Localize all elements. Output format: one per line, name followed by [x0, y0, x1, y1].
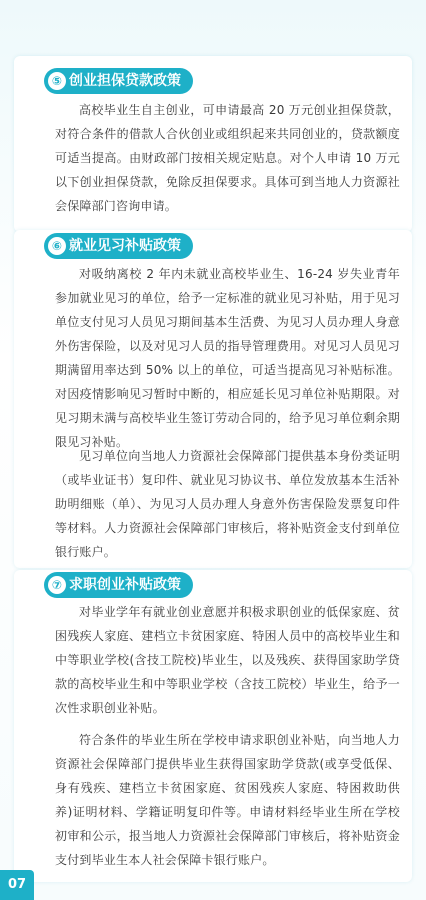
paragraph-job-search-eligibility: 对毕业学年有就业创业意愿并积极求职创业的低保家庭、贫困残疾人家庭、建档立卡贫困家庭、特困人员中的高校毕业生和中等职业学校(含技工院校)毕业生，以及残疾、获得国家助学贷款的高校毕业生和中等职业学校（含技工院校）毕业生，给予一次性求职创业补贴。 — [55, 605, 400, 715]
section-heading-internship-subsidy — [44, 233, 193, 259]
section-title: 求职创业补贴政策 — [69, 577, 181, 593]
paragraph-guarantee-loan: 高校毕业生自主创业，可申请最高 20 万元创业担保贷款，对符合条件的借款人合伙创业或组织起来共同创业的，贷款额度可适当提高。由财政部门按相关规定贴息。对个人申请 10 万元以下创业担保贷款，免除反担保要求。具体可到当地人力资源社会保障部门咨询申请。 — [55, 103, 400, 213]
paragraph-job-search-application: 符合条件的毕业生所在学校申请求职创业补贴，向当地人力资源社会保障部门提供毕业生获得国家助学贷款(或享受低保、身有残疾、建档立卡贫困家庭、贫困残疾人家庭、特困救助供养)证明材料、学籍证明复印件等。申请材料经毕业生所在学校初审和公示，报当地人力资源社会保障部门审核后，将补贴资金支付到毕业生本人社会保障卡银行账户。 — [55, 733, 400, 867]
paragraph-internship-materials: 见习单位向当地人力资源社会保障部门提供基本身份类证明（或毕业证书）复印件、就业见习协议书、单位发放基本生活补助明细账（单）、为见习人员办理人身意外伤害保险发票复印件等材料。人力资源社会保障部门审核后，将补贴资金支付到单位银行账户。 — [55, 449, 400, 559]
section-title: 创业担保贷款政策 — [69, 73, 181, 89]
section-number-badge: ⑦ — [48, 576, 66, 594]
section-title: 就业见习补贴政策 — [69, 238, 181, 254]
section-heading-job-search-subsidy — [44, 572, 193, 598]
page-number: 07 — [0, 870, 34, 900]
section-number-badge: ⑤ — [48, 72, 66, 90]
paragraph-internship-eligibility: 对吸纳离校 2 年内未就业高校毕业生、16-24 岁失业青年参加就业见习的单位，给予一定标准的就业见习补贴，用于见习单位支付见习人员见习期间基本生活费、为见习人员办理人身意外伤害保险，以及对见习人员的指导管理费用。对见习人员见习期满留用率达到 50% 以上的单位，可适当提高见习补贴标准。对因疫情影响见习暂时中断的，相应延长见习单位补贴期限。对见习期未满与高校毕业生签订劳动合同的，给予见习单位剩余期限见习补贴。 — [55, 267, 400, 449]
section-number-badge: ⑥ — [48, 237, 66, 255]
section-heading-guarantee-loan — [44, 68, 193, 94]
